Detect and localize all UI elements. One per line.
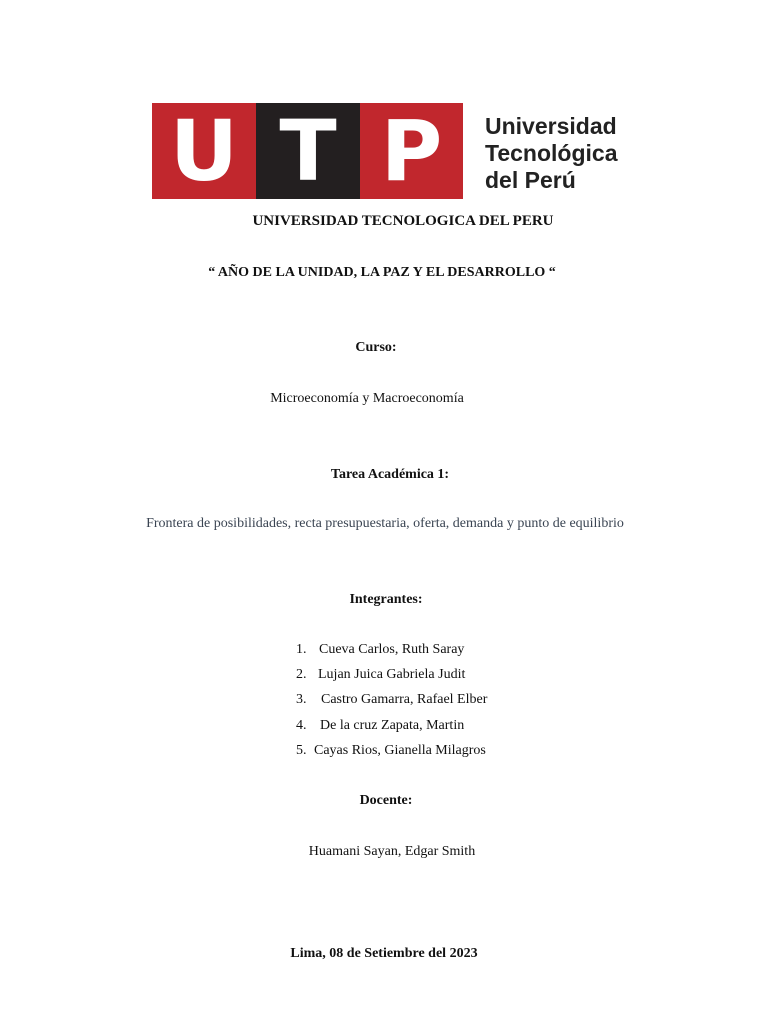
course-value: Microeconomía y Macroeconomía [270, 391, 464, 406]
logo-letter-t: T [279, 102, 337, 200]
member-item [296, 692, 487, 708]
assignment-value: Frontera de posibilidades, recta presupuestaria, oferta, demanda y punto de equilibrio [146, 516, 624, 531]
logo-wordmark [485, 113, 645, 194]
member-number: 2. [296, 667, 307, 682]
logo-wordmark-line: del Perú [485, 167, 576, 193]
course-label: Curso: [355, 340, 397, 355]
logo-wordmark-line: Tecnológica [485, 140, 618, 166]
member-number: 4. [296, 718, 307, 733]
member-number: 1. [296, 642, 307, 657]
member-name: Lujan Juica Gabriela Judit [318, 667, 466, 682]
member-item [296, 743, 486, 759]
year-motto: “ AÑO DE LA UNIDAD, LA PAZ Y EL DESARROLLO “ [208, 265, 556, 280]
member-name: Cayas Rios, Gianella Milagros [314, 743, 486, 758]
members-label: Integrantes: [349, 592, 423, 607]
member-name: De la cruz Zapata, Martin [320, 718, 465, 733]
member-item [296, 718, 464, 734]
member-number: 3. [296, 692, 307, 707]
footer-place-date: Lima, 08 de Setiembre del 2023 [290, 946, 478, 961]
member-name: Castro Gamarra, Rafael Elber [321, 692, 488, 707]
member-number: 5. [296, 743, 307, 758]
member-item [296, 667, 465, 683]
teacher-label: Docente: [359, 793, 413, 808]
logo-letter-u: U [169, 102, 239, 200]
member-name: Cueva Carlos, Ruth Saray [319, 642, 465, 657]
member-item [296, 642, 464, 658]
assignment-label: Tarea Académica 1: [330, 467, 450, 482]
university-title: UNIVERSIDAD TECNOLOGICA DEL PERU [252, 213, 554, 229]
utp-logo [152, 103, 632, 199]
logo-letter-p: P [380, 102, 443, 200]
teacher-value: Huamani Sayan, Edgar Smith [308, 844, 476, 859]
logo-wordmark-line: Universidad [485, 113, 617, 139]
